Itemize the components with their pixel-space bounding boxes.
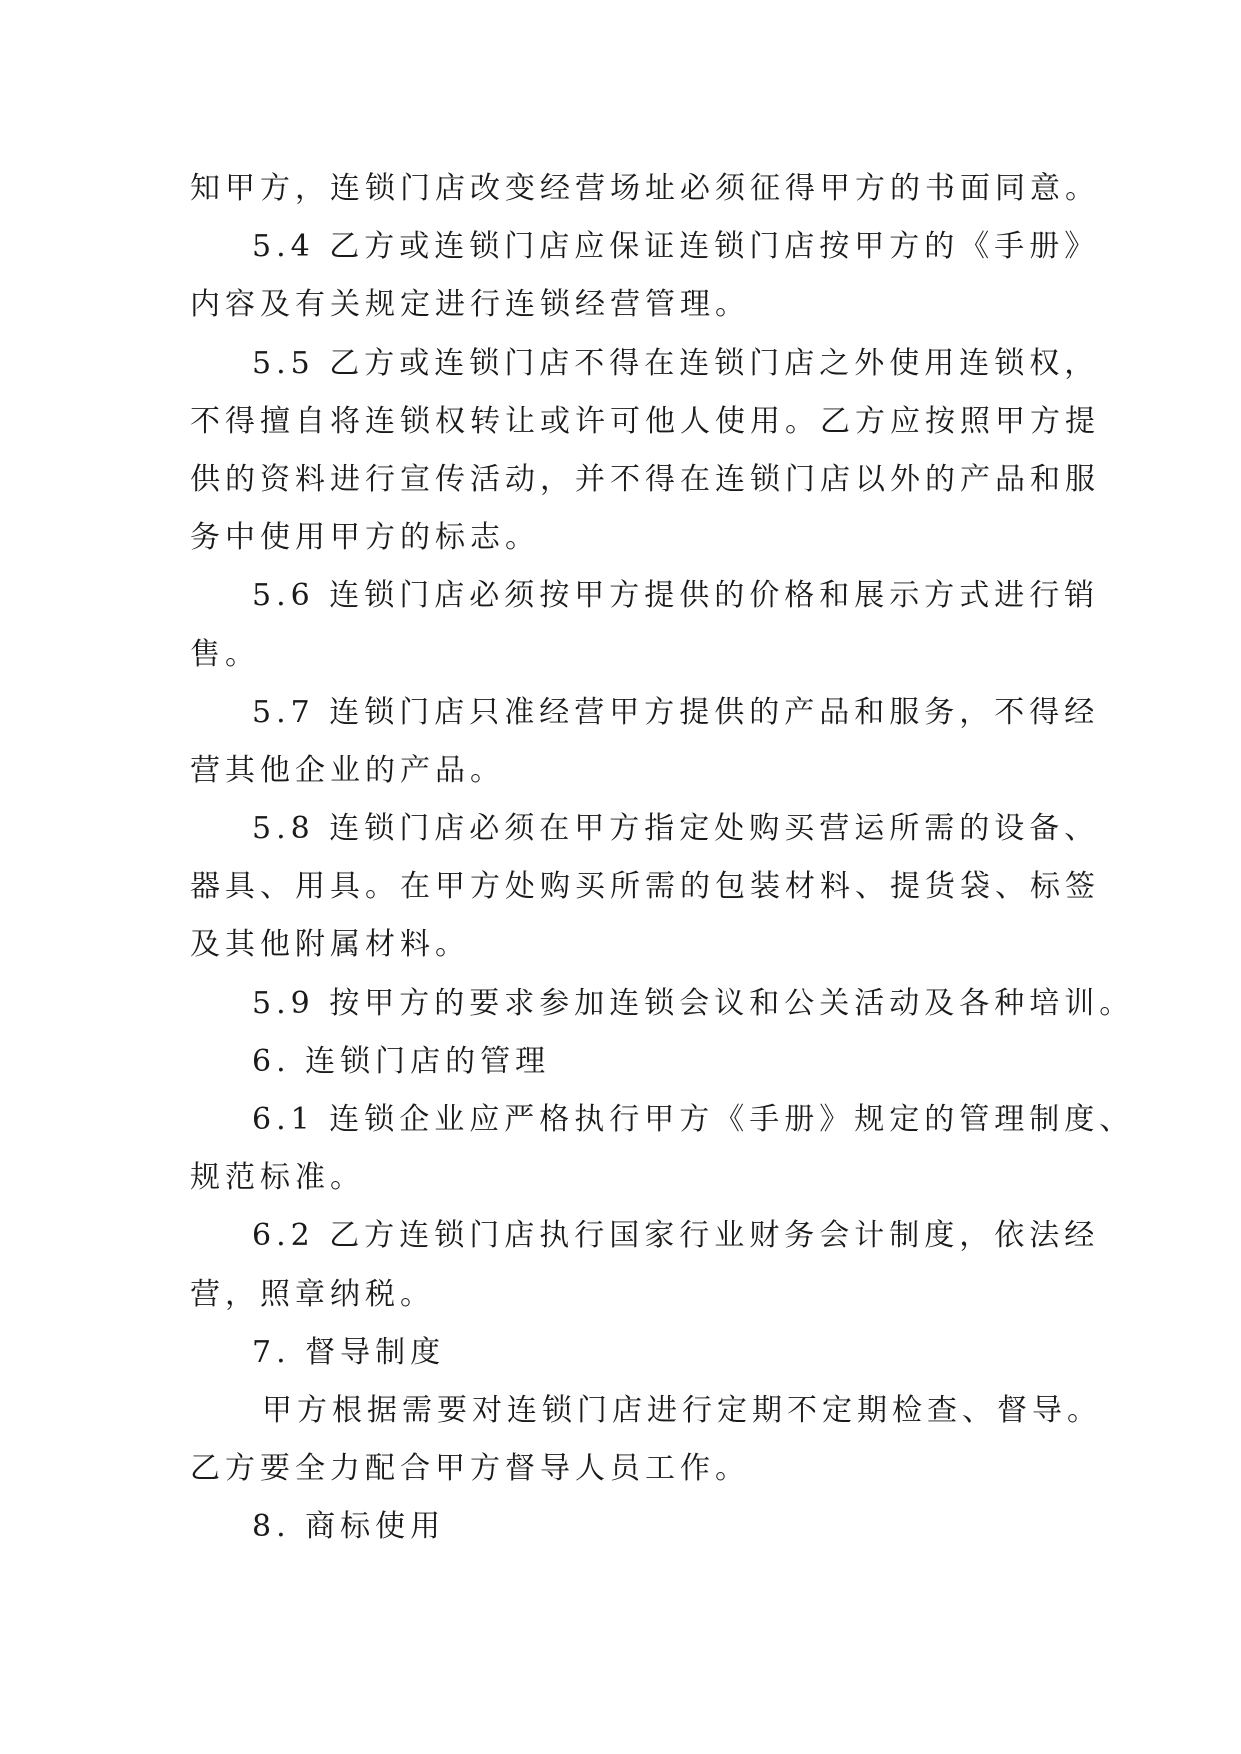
paragraph-line: 6. 连锁门店的管理 — [252, 1043, 551, 1079]
paragraph-line: 6.2 乙方连锁门店执行国家行业财务会计制度，依法经 — [252, 1218, 1100, 1254]
paragraph-line: 营其他企业的产品。 — [190, 752, 505, 788]
paragraph — [190, 160, 1100, 218]
paragraph — [190, 1382, 1102, 1498]
paragraph — [190, 335, 1100, 568]
paragraph-line: 器具、用具。在甲方处购买所需的包装材料、提货袋、标签 — [190, 869, 1100, 905]
document-body — [190, 160, 1135, 1557]
paragraph-line: 甲方根据需要对连锁门店进行定期不定期检查、督导。 — [262, 1392, 1102, 1428]
paragraph-line: 内容及有关规定进行连锁经营管理。 — [190, 287, 750, 323]
paragraph-line: 6.1 连锁企业应严格执行甲方《手册》规定的管理制度、 — [252, 1102, 1135, 1137]
paragraph — [190, 1324, 1080, 1382]
paragraph-line: 5.6 连锁门店必须按甲方提供的价格和展示方式进行销 — [252, 578, 1100, 614]
paragraph-line: 5.9 按甲方的要求参加连锁会议和公关活动及各种培训。 — [252, 985, 1135, 1021]
paragraph-line: 售。 — [190, 636, 260, 672]
paragraph-line: 务中使用甲方的标志。 — [190, 520, 540, 556]
paragraph-line: 及其他附属材料。 — [190, 927, 470, 963]
paragraph-line: 5.5 乙方或连锁门店不得在连锁门店之外使用连锁权， — [252, 345, 1100, 381]
paragraph — [190, 567, 1100, 683]
paragraph — [190, 975, 1135, 1033]
paragraph — [190, 684, 1100, 800]
paragraph-line: 5.8 连锁门店必须在甲方指定处购买营运所需的设备、 — [252, 811, 1100, 847]
paragraph — [190, 800, 1100, 975]
paragraph-line: 5.4 乙方或连锁门店应保证连锁门店按甲方的《手册》 — [252, 229, 1100, 265]
paragraph-line: 8. 商标使用 — [252, 1509, 446, 1545]
paragraph-line: 不得擅自将连锁权转让或许可他人使用。乙方应按照甲方提 — [190, 403, 1100, 439]
paragraph — [190, 1207, 1100, 1323]
paragraph-line: 规范标准。 — [190, 1160, 365, 1196]
paragraph — [190, 218, 1100, 334]
paragraph-line: 知甲方，连锁门店改变经营场址必须征得甲方的书面同意。 — [190, 171, 1100, 206]
paragraph-line: 供的资料进行宣传活动，并不得在连锁门店以外的产品和服 — [190, 461, 1100, 497]
paragraph — [190, 1091, 1135, 1207]
paragraph — [190, 1033, 1080, 1091]
paragraph-line: 乙方要全力配合甲方督导人员工作。 — [190, 1451, 750, 1487]
paragraph-line: 营，照章纳税。 — [190, 1276, 435, 1312]
paragraph — [190, 1498, 1080, 1556]
paragraph-line: 7. 督导制度 — [252, 1334, 446, 1370]
paragraph-line: 5.7 连锁门店只准经营甲方提供的产品和服务，不得经 — [252, 694, 1100, 730]
